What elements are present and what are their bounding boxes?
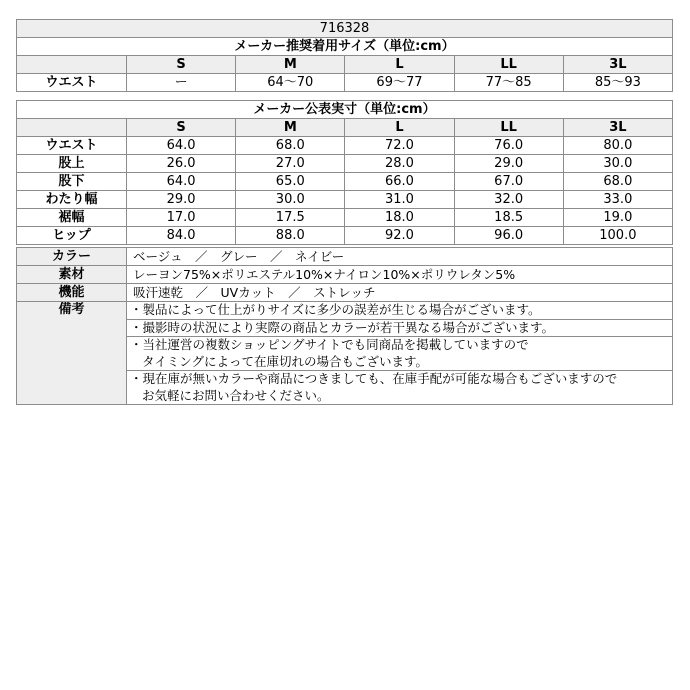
note-line: ・現在庫が無いカラーや商品につきましても、在庫手配が可能な場合もございますので xyxy=(130,371,618,386)
row-label: わたり幅 xyxy=(17,191,127,209)
table-cell: 29.0 xyxy=(127,191,236,209)
size-header: L xyxy=(345,119,454,137)
size-header: 3L xyxy=(563,56,672,74)
row-label: 股下 xyxy=(17,173,127,191)
table-cell: 68.0 xyxy=(563,173,672,191)
product-code: 716328 xyxy=(17,20,673,38)
table-cell: 65.0 xyxy=(236,173,345,191)
table-row xyxy=(17,266,673,284)
size-header: LL xyxy=(454,119,563,137)
table-cell: 84.0 xyxy=(127,227,236,245)
size-header: M xyxy=(236,119,345,137)
note-line: タイミングによって在庫切れの場合もございます。 xyxy=(142,353,429,369)
table-cell: 92.0 xyxy=(345,227,454,245)
table-row xyxy=(17,302,673,405)
measured-size-table xyxy=(16,100,673,245)
note-item xyxy=(127,302,672,320)
recommended-size-table xyxy=(16,19,673,92)
size-header: M xyxy=(236,56,345,74)
notes-cell xyxy=(127,302,673,405)
table-cell: 77〜85 xyxy=(454,74,563,92)
table-cell: 66.0 xyxy=(345,173,454,191)
table-cell: 18.0 xyxy=(345,209,454,227)
row-label: ヒップ xyxy=(17,227,127,245)
row-label: ウエスト xyxy=(17,74,127,92)
table-row xyxy=(17,227,673,245)
table-cell: 30.0 xyxy=(563,155,672,173)
note-line: ・当社運営の複数ショッピングサイトでも同商品を掲載していますので xyxy=(130,337,529,352)
table-cell: 17.0 xyxy=(127,209,236,227)
note-line: ・撮影時の状況により実際の商品とカラーが若干異なる場合がございます。 xyxy=(130,319,555,335)
notes-label: 備考 xyxy=(17,302,127,405)
table-row xyxy=(17,209,673,227)
function-label: 機能 xyxy=(17,284,127,302)
table-row xyxy=(17,191,673,209)
table-cell: 64〜70 xyxy=(236,74,345,92)
size-header: S xyxy=(127,119,236,137)
row-label: ウエスト xyxy=(17,137,127,155)
table-cell: 68.0 xyxy=(236,137,345,155)
table-row xyxy=(17,173,673,191)
table-cell: 72.0 xyxy=(345,137,454,155)
table-cell: 67.0 xyxy=(454,173,563,191)
table-cell: 88.0 xyxy=(236,227,345,245)
material-value: レーヨン75%×ポリエステル10%×ナイロン10%×ポリウレタン5% xyxy=(127,266,673,284)
table-cell: 28.0 xyxy=(345,155,454,173)
note-line: お気軽にお問い合わせください。 xyxy=(142,387,330,403)
table-cell: 64.0 xyxy=(127,173,236,191)
table-cell: 26.0 xyxy=(127,155,236,173)
table-cell: 76.0 xyxy=(454,137,563,155)
corner-cell xyxy=(17,56,127,74)
table-cell: 100.0 xyxy=(563,227,672,245)
table-row xyxy=(17,284,673,302)
table-row xyxy=(17,248,673,266)
table-row xyxy=(17,74,673,92)
measured-size-title: メーカー公表実寸（単位:cm） xyxy=(17,101,673,119)
note-item xyxy=(127,371,672,404)
row-label: 股上 xyxy=(17,155,127,173)
table-cell: 27.0 xyxy=(236,155,345,173)
table-cell: 31.0 xyxy=(345,191,454,209)
note-line: ・製品によって仕上がりサイズに多少の誤差が生じる場合がございます。 xyxy=(130,302,541,317)
table-cell: 33.0 xyxy=(563,191,672,209)
table-cell: 29.0 xyxy=(454,155,563,173)
table-cell: 18.5 xyxy=(454,209,563,227)
note-item xyxy=(127,337,672,371)
material-label: 素材 xyxy=(17,266,127,284)
size-header: L xyxy=(345,56,454,74)
color-value: ベージュ ／ グレー ／ ネイビー xyxy=(127,248,673,266)
function-value: 吸汗速乾 ／ UVカット ／ ストレッチ xyxy=(127,284,673,302)
table-row xyxy=(17,155,673,173)
table-cell: 30.0 xyxy=(236,191,345,209)
table-cell: 96.0 xyxy=(454,227,563,245)
note-item xyxy=(127,320,672,338)
table-cell: 32.0 xyxy=(454,191,563,209)
size-header: LL xyxy=(454,56,563,74)
size-header: 3L xyxy=(563,119,672,137)
color-label: カラー xyxy=(17,248,127,266)
table-cell: 64.0 xyxy=(127,137,236,155)
size-header: S xyxy=(127,56,236,74)
measured-size-header-row xyxy=(17,119,673,137)
recommended-size-header-row xyxy=(17,56,673,74)
table-cell: 80.0 xyxy=(563,137,672,155)
corner-cell xyxy=(17,119,127,137)
table-row xyxy=(17,137,673,155)
table-cell: 69〜77 xyxy=(345,74,454,92)
table-cell: 17.5 xyxy=(236,209,345,227)
table-cell: 85〜93 xyxy=(563,74,672,92)
recommended-size-title: メーカー推奨着用サイズ（単位:cm） xyxy=(17,38,673,56)
row-label: 裾幅 xyxy=(17,209,127,227)
table-cell: 19.0 xyxy=(563,209,672,227)
table-cell: ー xyxy=(127,74,236,92)
product-details-table xyxy=(16,247,673,405)
